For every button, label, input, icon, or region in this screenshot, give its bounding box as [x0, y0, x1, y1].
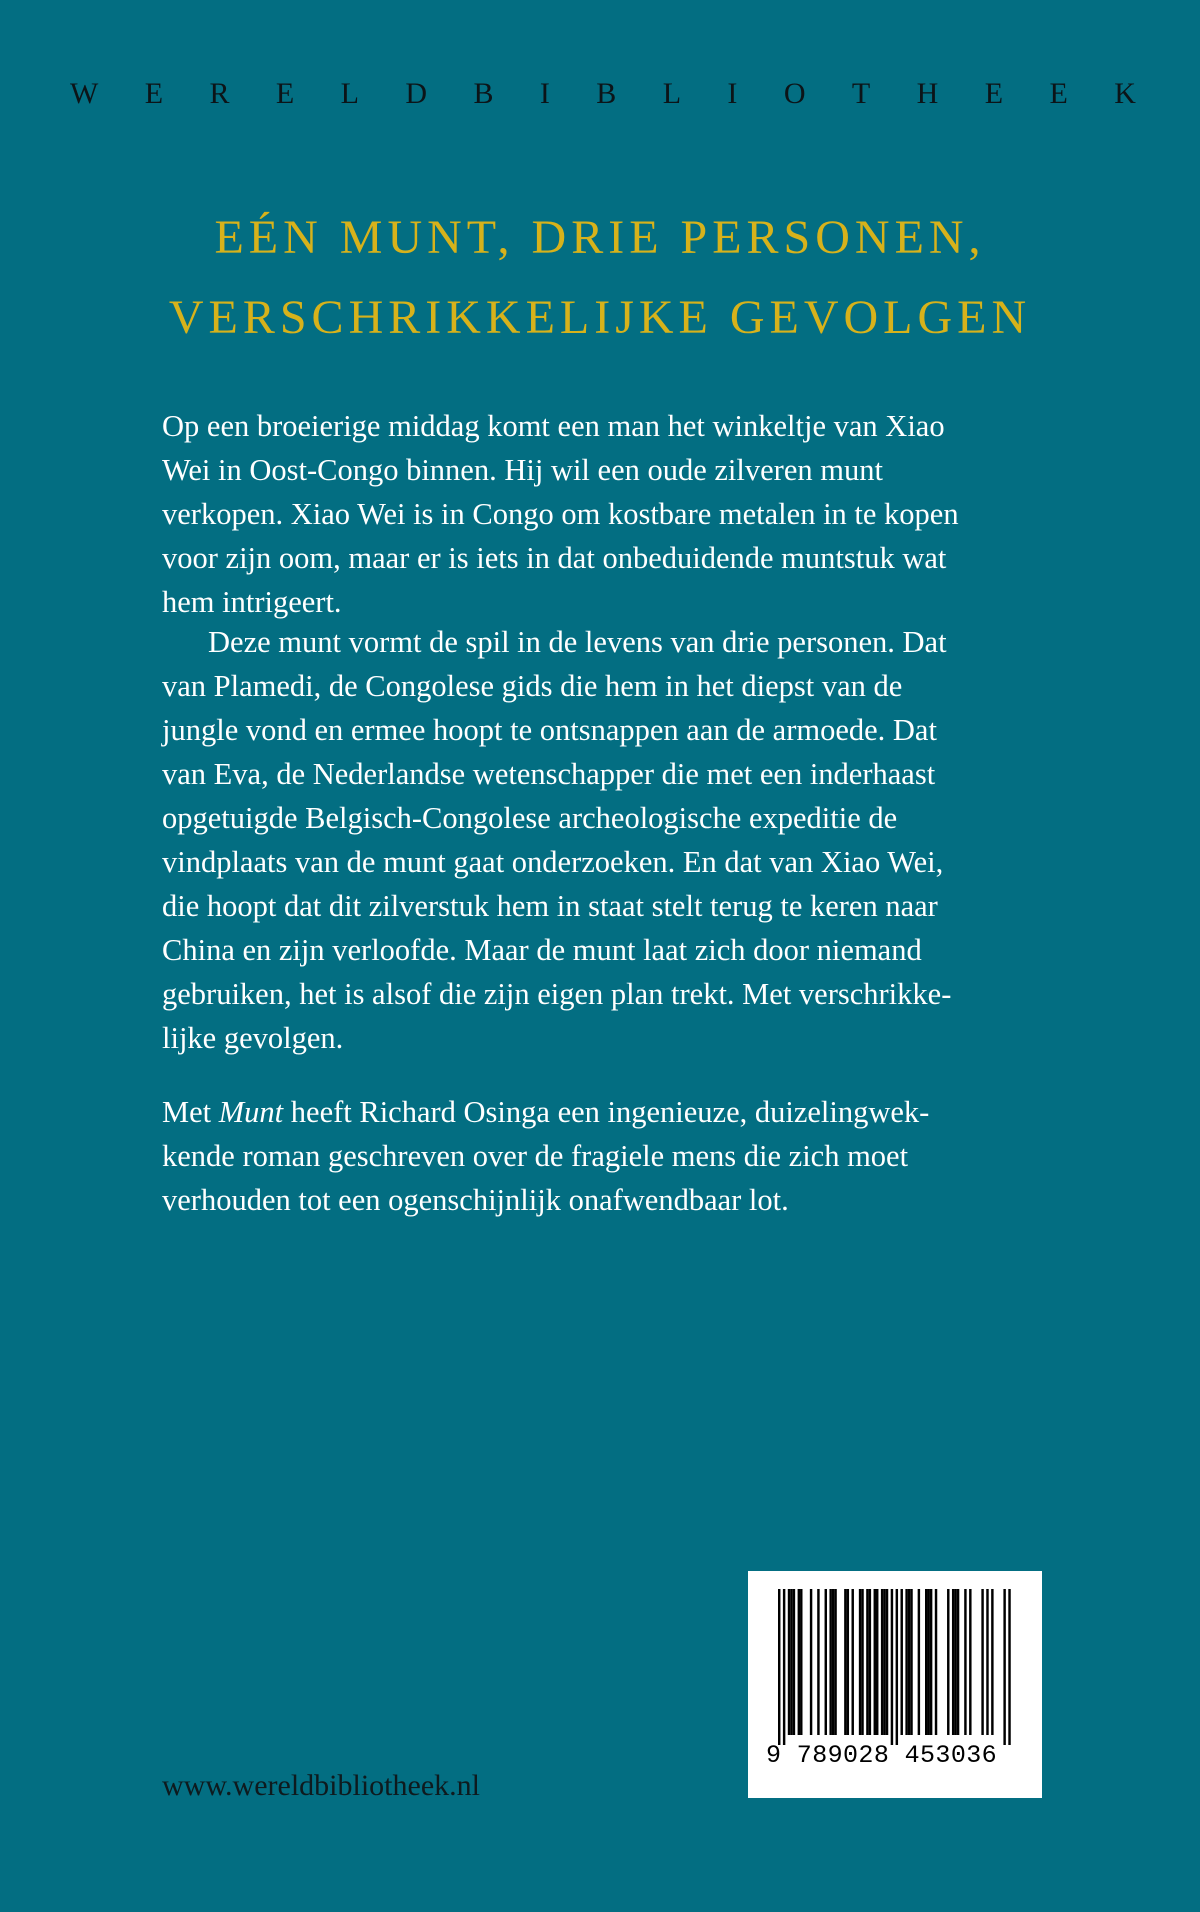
blurb-line: lijke gevolgen. [162, 1021, 344, 1055]
barcode-bar [947, 1589, 949, 1735]
publisher-letter: L [340, 77, 359, 110]
barcode-bar [908, 1589, 910, 1735]
blurb-line: verhouden tot een ogenschijnlijk onafwendbaar lot. [162, 1183, 789, 1217]
barcode-bar [844, 1589, 846, 1735]
barcode-bar [1003, 1589, 1005, 1745]
barcode-bar [925, 1589, 927, 1735]
barcode-bar [1008, 1589, 1010, 1745]
barcode-bar [876, 1589, 878, 1735]
blurb-paragraph-2 [162, 620, 951, 1060]
publisher-letter: E [1049, 77, 1068, 110]
publisher-letter: L [662, 77, 682, 110]
blurb-line [162, 1090, 929, 1134]
barcode-bar [825, 1589, 827, 1735]
blurb-line: hem intrigeert. [162, 585, 342, 619]
publisher-wordmark [0, 74, 1200, 114]
publisher-letter: E [984, 77, 1004, 110]
publisher-letter: H [916, 77, 939, 110]
headline-line-2: VERSCHRIKKELIJKE GEVOLGEN [168, 291, 1032, 344]
blurb-paragraph-1 [162, 404, 959, 624]
barcode-bar [930, 1589, 932, 1735]
blurb-line: opgetuigde Belgisch-Congolese archeologische expeditie de [162, 801, 898, 835]
publisher-letter: T [851, 77, 871, 110]
barcode-bar [793, 1589, 795, 1735]
barcode-bar [852, 1589, 854, 1735]
blurb-rest: heeft Richard Osinga een ingenieuze, duizelingwek- [283, 1095, 930, 1129]
blurb-line: van Eva, de Nederlandse wetenschapper die met een inderhaast [162, 757, 936, 791]
barcode-bar [927, 1589, 929, 1735]
blurb-line: Deze munt vormt de spil in de levens van drie personen. Dat [208, 625, 947, 659]
publisher-letter: I [727, 77, 738, 110]
barcode-bar [891, 1589, 893, 1745]
barcode-bar [778, 1589, 780, 1745]
blurb-line: vindplaats van de munt gaat onderzoeken. En dat van Xiao Wei, [162, 845, 944, 879]
barcode-bar [869, 1589, 871, 1735]
publisher-letter: I [539, 77, 550, 110]
barcode-bar [874, 1589, 876, 1735]
barcode-bar [954, 1589, 956, 1735]
isbn-number: 9 789028 453036 [766, 1741, 998, 1770]
publisher-letter: E [144, 77, 164, 110]
publisher-letter: E [275, 77, 295, 110]
barcode-bar [790, 1589, 792, 1735]
blurb-line: die hoopt dat dit zilverstuk hem in staat stelt terug te keren naar [162, 889, 938, 923]
blurb-line: Wei in Oost-Congo binnen. Hij wil een oude zilveren munt [162, 453, 883, 487]
headline [0, 198, 1200, 358]
book-title: Munt [218, 1095, 284, 1129]
barcode-bar [910, 1589, 912, 1735]
barcode-bar [847, 1589, 849, 1735]
barcode-bar [783, 1589, 785, 1745]
publisher-letter: R [209, 77, 230, 110]
barcode-bar [881, 1589, 883, 1735]
barcode-bar [861, 1589, 863, 1735]
barcode-bar [901, 1589, 903, 1735]
barcode-bar [832, 1589, 834, 1735]
headline-line-1: EÉN MUNT, DRIE PERSONEN, [214, 211, 986, 264]
barcode-bar [918, 1589, 920, 1735]
blurb-line: Op een broeierige middag komt een man het winkeltje van Xiao [162, 409, 945, 443]
barcode-bar [886, 1589, 888, 1735]
barcode-bar [800, 1589, 802, 1735]
barcode-bar [957, 1589, 959, 1735]
publisher-letter: K [1114, 77, 1136, 110]
barcode-bar [981, 1589, 983, 1735]
barcode-bar [883, 1589, 885, 1735]
barcode-bar [935, 1589, 937, 1735]
barcode-bar [810, 1589, 812, 1735]
barcode-bar [859, 1589, 861, 1735]
barcode-bar [834, 1589, 836, 1735]
publisher-letter: W [70, 77, 99, 110]
barcode-bar [798, 1589, 800, 1735]
blurb-line: kende roman geschreven over de fragiele mens die zich moet [162, 1139, 909, 1173]
barcode-bar [788, 1589, 790, 1735]
blurb-line: verkopen. Xiao Wei is in Congo om kostbare metalen in te kopen [162, 497, 959, 531]
blurb-line: gebruiken, het is alsof die zijn eigen plan trekt. Met verschrikke- [162, 977, 952, 1011]
barcode [748, 1571, 1042, 1798]
blurb-line: China en zijn verloofde. Maar de munt laat zich door niemand [162, 933, 922, 967]
barcode-bar [829, 1589, 831, 1735]
barcode-bar [964, 1589, 966, 1735]
barcode-bar [991, 1589, 993, 1735]
barcode-bar [866, 1589, 868, 1735]
barcode-bar [817, 1589, 819, 1735]
blurb-line: voor zijn oom, maar er is iets in dat onbeduidende muntstuk wat [162, 541, 947, 575]
publisher-letter: O [783, 77, 806, 110]
publisher-letter: B [473, 77, 494, 110]
publisher-letter: D [405, 77, 428, 110]
publisher-letter: B [596, 77, 617, 110]
barcode-bar [969, 1589, 971, 1735]
barcode-bar [905, 1589, 907, 1735]
barcode-bar [896, 1589, 898, 1745]
blurb-lead: Met [162, 1095, 219, 1129]
blurb-line: van Plamedi, de Congolese gids die hem in het diepst van de [162, 669, 903, 703]
barcode-bar [952, 1589, 954, 1735]
blurb-paragraph-3 [162, 1090, 929, 1222]
blurb-line: jungle vond en ermee hoopt te ontsnappen aan de armoede. Dat [162, 713, 937, 747]
barcode-bar [986, 1589, 988, 1735]
publisher-website: www.wereldbibliotheek.nl [162, 1769, 480, 1802]
